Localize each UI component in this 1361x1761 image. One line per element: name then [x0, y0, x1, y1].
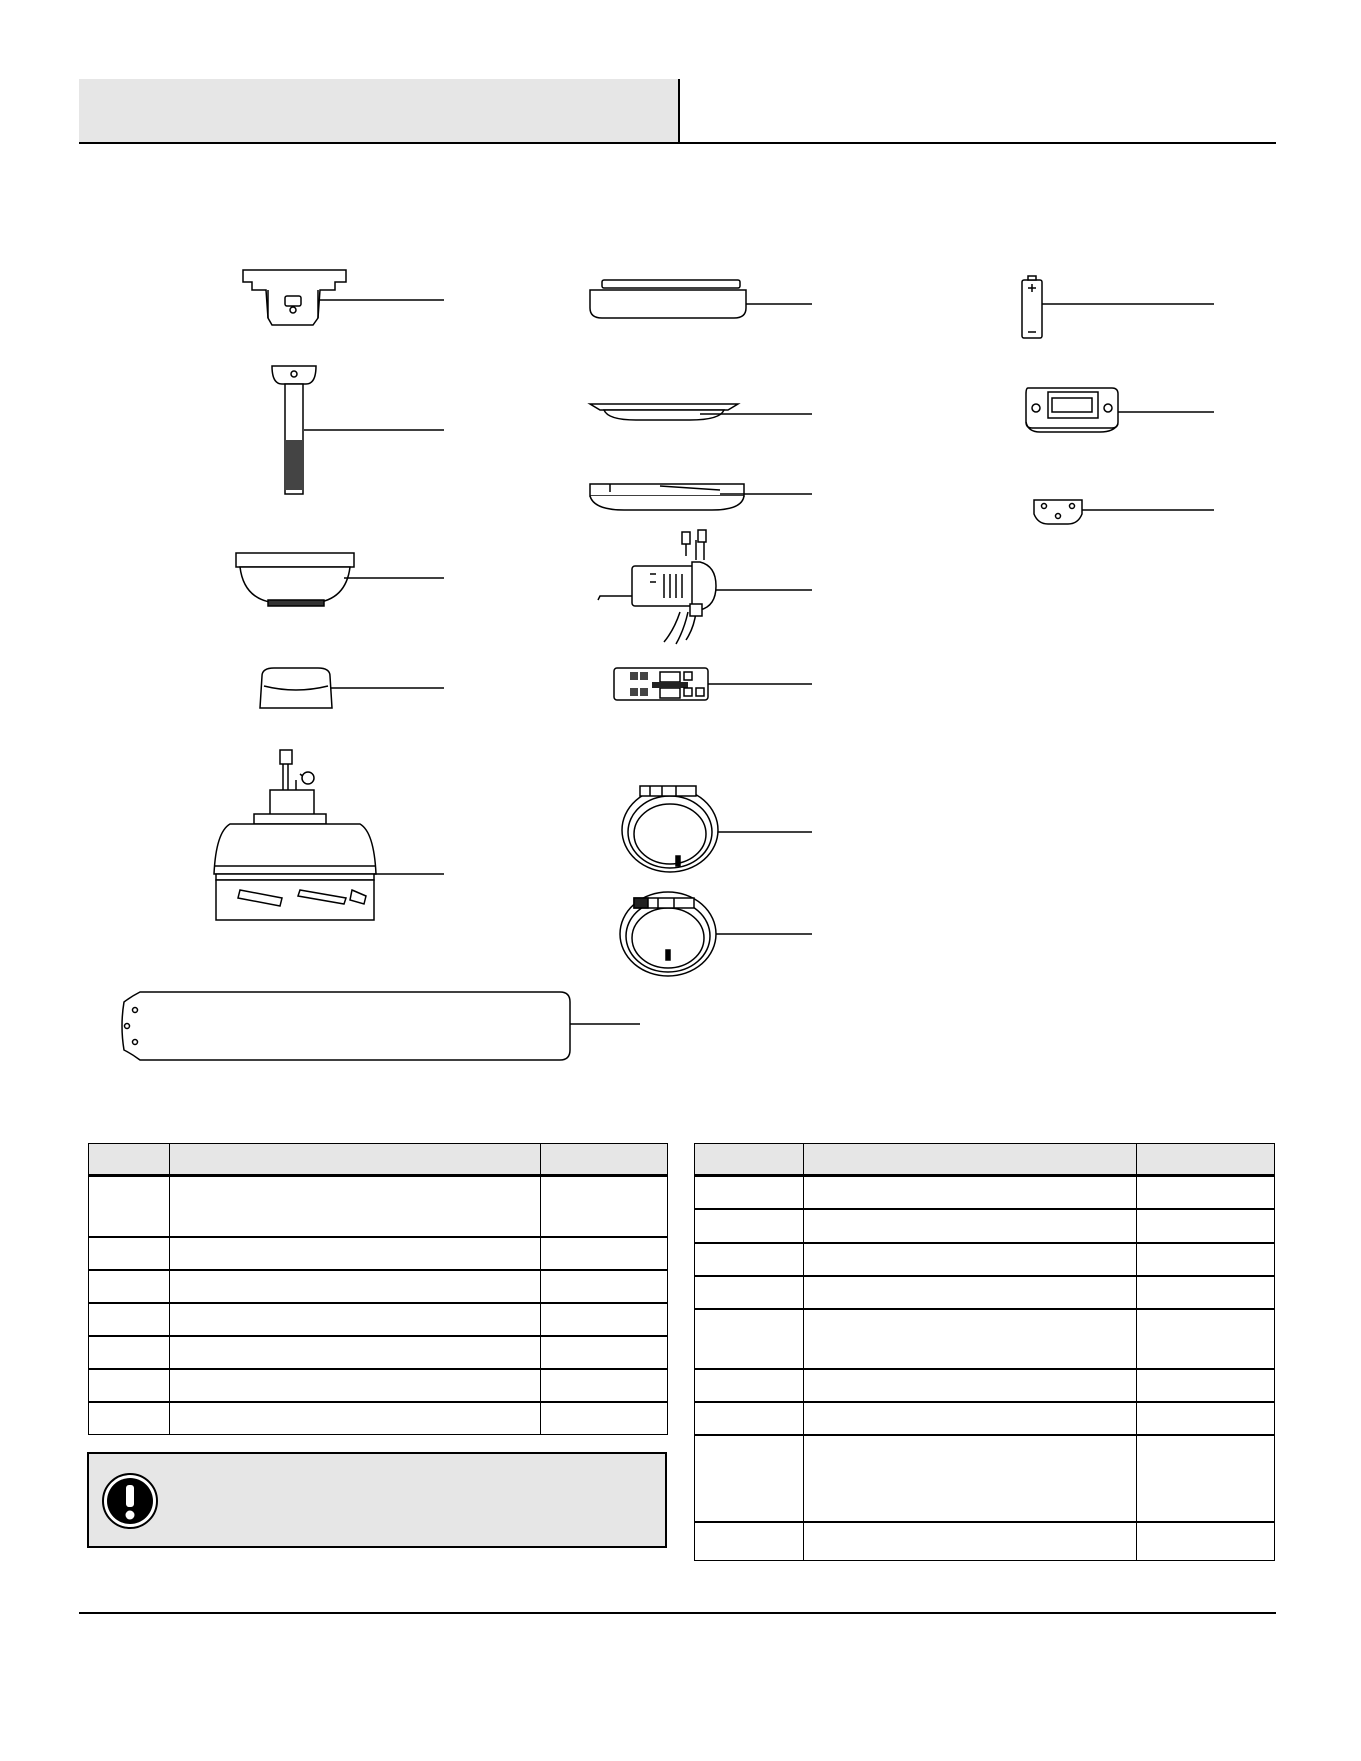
table-header-row	[89, 1144, 668, 1176]
table-cell	[695, 1176, 804, 1209]
table-cell	[695, 1309, 804, 1369]
table-row	[695, 1209, 1275, 1243]
table-cell	[170, 1402, 540, 1435]
table-cell	[1136, 1435, 1274, 1522]
table-cell	[1136, 1522, 1274, 1561]
parts-table-right	[694, 1143, 1275, 1561]
table-cell	[89, 1237, 170, 1270]
footer-rule	[79, 1612, 1276, 1614]
table-cell	[540, 1336, 667, 1369]
table-cell	[1136, 1369, 1274, 1402]
table-row	[89, 1402, 668, 1435]
parts-table-left	[88, 1143, 668, 1435]
table-row	[695, 1369, 1275, 1402]
table-row	[695, 1243, 1275, 1276]
glass-shade-drawing	[590, 484, 812, 510]
mounting-bracket-drawing	[243, 270, 444, 325]
table-row	[89, 1176, 668, 1237]
table-cell	[1136, 1176, 1274, 1209]
table-row	[695, 1176, 1275, 1209]
table-cell	[89, 1369, 170, 1402]
column-header	[89, 1144, 170, 1176]
table-cell	[695, 1209, 804, 1243]
wall-plate-drawing	[1026, 388, 1214, 432]
table-cell	[804, 1369, 1137, 1402]
table-row	[89, 1336, 668, 1369]
table-cell	[170, 1176, 540, 1237]
table-cell	[695, 1435, 804, 1522]
table-cell	[804, 1435, 1137, 1522]
table-cell	[804, 1309, 1137, 1369]
column-header	[170, 1144, 540, 1176]
small-bracket-drawing	[1034, 500, 1214, 524]
table-header-row	[695, 1144, 1275, 1176]
column-header	[540, 1144, 667, 1176]
wire-harness-2-drawing	[620, 892, 812, 976]
receiver-drawing	[598, 530, 812, 644]
table-cell	[89, 1270, 170, 1303]
column-header	[804, 1144, 1137, 1176]
table-cell	[170, 1369, 540, 1402]
table-cell	[540, 1303, 667, 1336]
blade-drawing	[122, 992, 640, 1060]
table-row	[695, 1402, 1275, 1435]
column-header	[695, 1144, 804, 1176]
table-cell	[540, 1402, 667, 1435]
motor-assembly-drawing	[214, 750, 444, 920]
table-cell	[1136, 1209, 1274, 1243]
table-row	[89, 1237, 668, 1270]
table-cell	[1136, 1402, 1274, 1435]
table-cell	[89, 1303, 170, 1336]
table-row	[695, 1435, 1275, 1522]
table-cell	[804, 1402, 1137, 1435]
table-row	[695, 1309, 1275, 1369]
table-row	[89, 1270, 668, 1303]
table-row	[695, 1522, 1275, 1561]
table-cell	[695, 1369, 804, 1402]
light-pan-drawing	[590, 404, 812, 420]
light-kit-housing-drawing	[590, 280, 812, 318]
table-cell	[1136, 1276, 1274, 1309]
table-cell	[695, 1402, 804, 1435]
table-cell	[695, 1243, 804, 1276]
note-box	[87, 1452, 667, 1548]
wire-harness-1-drawing	[622, 786, 812, 872]
table-cell	[804, 1522, 1137, 1561]
downrod-drawing	[272, 366, 444, 494]
table-cell	[804, 1276, 1137, 1309]
table-cell	[804, 1243, 1137, 1276]
table-cell	[804, 1209, 1137, 1243]
table-cell	[540, 1237, 667, 1270]
table-cell	[540, 1270, 667, 1303]
table-cell	[1136, 1243, 1274, 1276]
table-cell	[170, 1237, 540, 1270]
table-cell	[170, 1303, 540, 1336]
column-header	[1136, 1144, 1274, 1176]
wall-control-drawing	[614, 668, 812, 700]
table-cell	[540, 1176, 667, 1237]
table-cell	[804, 1176, 1137, 1209]
table-cell	[89, 1402, 170, 1435]
table-cell	[89, 1176, 170, 1237]
battery-drawing	[1022, 276, 1214, 338]
table-cell	[695, 1522, 804, 1561]
table-cell	[170, 1336, 540, 1369]
table-row	[89, 1369, 668, 1402]
coupling-cover-drawing	[260, 668, 444, 708]
table-cell	[89, 1336, 170, 1369]
exclamation-icon	[101, 1472, 159, 1530]
table-row	[89, 1303, 668, 1336]
table-row	[695, 1276, 1275, 1309]
table-cell	[1136, 1309, 1274, 1369]
table-cell	[170, 1270, 540, 1303]
canopy-drawing	[236, 553, 444, 606]
table-cell	[540, 1369, 667, 1402]
table-cell	[695, 1276, 804, 1309]
